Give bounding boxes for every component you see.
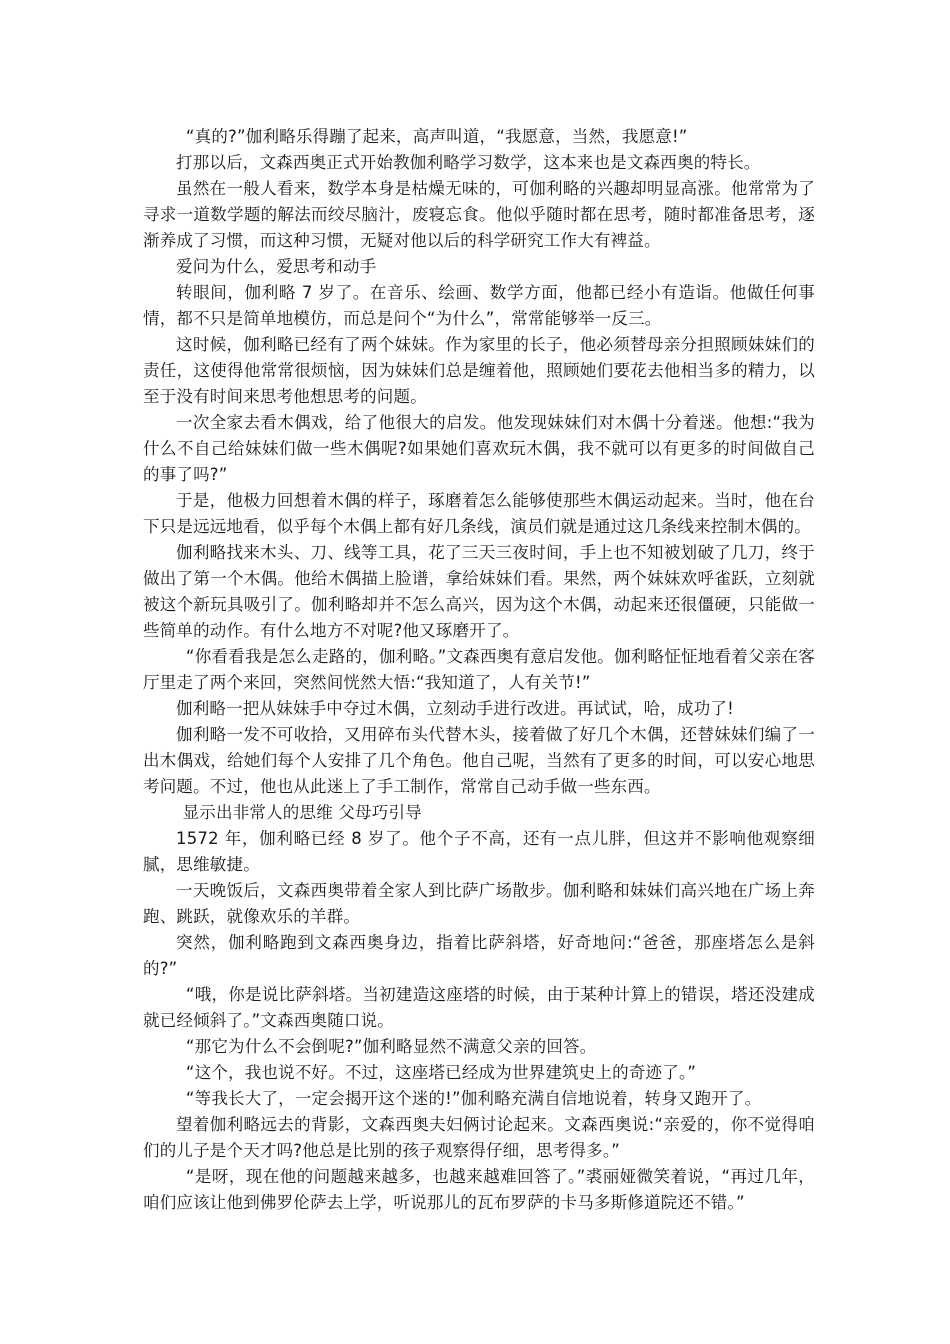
- paragraph: “真的?”伽利略乐得蹦了起来，高声叫道，“我愿意，当然，我愿意!”: [185, 127, 688, 146]
- paragraph: 伽利略一把从妹妹手中夺过木偶，立刻动手进行改进。再试试，哈，成功了!: [176, 699, 734, 718]
- paragraph: “等我长大了，一定会揭开这个迷的!”伽利略充满自信地说着，转身又跑开了。: [185, 1089, 762, 1108]
- paragraph: 伽利略找来木头、刀、线等工具，花了三天三夜时间，手上也不知被划破了几刀，终于做出了第一个木偶。他给木偶描上脸谱，拿给妹妹们看。果然，两个妹妹欢呼雀跃，立刻就被这个新玩具吸引了。伽利略却并不怎么高兴，因为这个木偶，动起来还很僵硬，只能做一些简单的动作。有什么地方不对呢?他又琢磨开了。: [143, 543, 815, 640]
- paragraph: 于是，他极力回想着木偶的样子，琢磨着怎么能够使那些木偶运动起来。当时，他在台下只是远远地看，似乎每个木偶上都有好几条线，演员们就是通过这几条线来控制木偶的。: [143, 491, 815, 536]
- paragraph: 一天晚饭后，文森西奥带着全家人到比萨广场散步。伽利略和妹妹们高兴地在广场上奔跑、跳跃，就像欢乐的羊群。: [143, 881, 815, 926]
- paragraph: “那它为什么不会倒呢?”伽利略显然不满意父亲的回答。: [185, 1037, 597, 1056]
- section-heading: 爱问为什么，爱思考和动手: [176, 257, 377, 276]
- paragraph: 1572 年，伽利略已经 8 岁了。他个子不高，还有一点儿胖，但这并不影响他观察细腻，思维敏捷。: [143, 829, 815, 874]
- paragraph: “你看看我是怎么走路的，伽利略。”文森西奥有意启发他。伽利略怔怔地看着父亲在客厅里走了两个来回，突然间恍然大悟:“我知道了，人有关节!”: [143, 647, 815, 692]
- paragraph: 一次全家去看木偶戏，给了他很大的启发。他发现妹妹们对木偶十分着迷。他想:“我为什么不自己给妹妹们做一些木偶呢?如果她们喜欢玩木偶，我不就可以有更多的时间做自己的事了吗?”: [143, 413, 815, 484]
- paragraph: 这时候，伽利略已经有了两个妹妹。作为家里的长子，他必须替母亲分担照顾妹妹们的责任，这使得他常常很烦恼，因为妹妹们总是缠着他，照顾她们要花去他相当多的精力，以至于没有时间来思考他想思考的问题。: [143, 335, 815, 406]
- paragraph: 望着伽利略远去的背影，文森西奥夫妇俩讨论起来。文森西奥说:“亲爱的，你不觉得咱们的儿子是个天才吗?他总是比别的孩子观察得仔细，思考得多。”: [143, 1115, 815, 1160]
- paragraph: 伽利略一发不可收拾，又用碎布头代替木头，接着做了好几个木偶，还替妹妹们编了一出木偶戏，给她们每个人安排了几个角色。他自己呢，当然有了更多的时间，可以安心地思考问题。不过，他也从此迷上了手工制作，常常自己动手做一些东西。: [143, 725, 815, 796]
- paragraph: 突然，伽利略跑到文森西奥身边，指着比萨斜塔，好奇地问:“爸爸，那座塔怎么是斜的?”: [143, 933, 815, 978]
- paragraph: “是呀，现在他的问题越来越多，也越来越难回答了。”裘丽娅微笑着说，“再过几年，咱们应该让他到佛罗伦萨去上学，听说那儿的瓦布罗萨的卡马多斯修道院还不错。”: [143, 1167, 815, 1212]
- paragraph: 虽然在一般人看来，数学本身是枯燥无味的，可伽利略的兴趣却明显高涨。他常常为了寻求一道数学题的解法而绞尽脑汁，废寝忘食。他似乎随时都在思考，随时都准备思考，逐渐养成了习惯，而这种习惯，无疑对他以后的科学研究工作大有裨益。: [143, 179, 815, 250]
- paragraph: “哦，你是说比萨斜塔。当初建造这座塔的时候，由于某种计算上的错误，塔还没建成就已经倾斜了。”文森西奥随口说。: [143, 985, 815, 1030]
- article-body: [143, 124, 815, 1216]
- section-heading: 显示出非常人的思维 父母巧引导: [182, 803, 422, 822]
- paragraph: “这个，我也说不好。不过，这座塔已经成为世界建筑史上的奇迹了。”: [185, 1063, 697, 1082]
- paragraph: 转眼间，伽利略 7 岁了。在音乐、绘画、数学方面，他都已经小有造诣。他做任何事情，都不只是简单地模仿，而总是问个“为什么”，常常能够举一反三。: [143, 283, 815, 328]
- paragraph: 打那以后，文森西奥正式开始教伽利略学习数学，这本来也是文森西奥的特长。: [176, 153, 761, 172]
